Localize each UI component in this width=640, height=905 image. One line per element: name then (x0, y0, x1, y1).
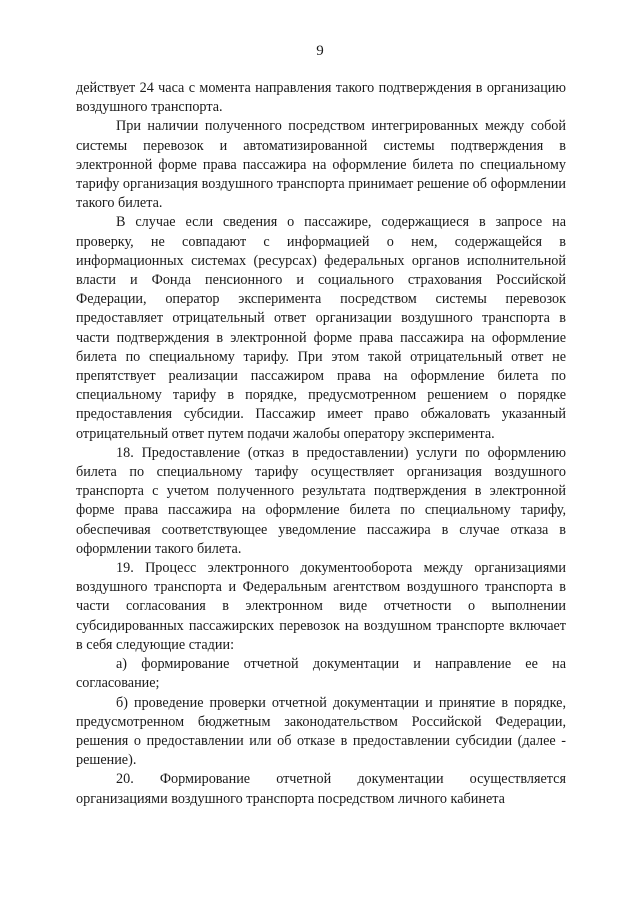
paragraph-item-19: 19. Процесс электронного документооборота между организациями воздушного транспорта и Федеральным агентством воздушного транспорта в части согласования в электронном виде отчетности о выполнении субсидированных пассажирских перевозок на воздушном транспорте включает в себя следующие стадии: (76, 560, 566, 653)
page-number: 9 (316, 43, 324, 59)
paragraph-subitem-a: а) формирование отчетной документации и направление ее на согласование; (76, 656, 566, 692)
paragraph-item-20: 20. Формирование отчетной документации осуществляется организациями воздушного транспорта посредством личного кабинета (76, 771, 566, 807)
paragraph-subitem-b: б) проведение проверки отчетной документации и принятие в порядке, предусмотренном бюджетным законодательством Российской Федерации, решения о предоставлении или об отказе в предоставлении субсидии (далее - решение). (76, 694, 566, 769)
paragraph-item-18: 18. Предоставление (отказ в предоставлении) услуги по оформлению билета по специальному тарифу осуществляет организация воздушного транспорта с учетом полученного результата подтверждения в электронной форме права пассажира на оформление билета по специальному тарифу, обеспечивая соответствующее уведомление пассажира в случае отказа в оформлении такого билета. (76, 444, 566, 557)
paragraph-integrated-systems: При наличии полученного посредством интегрированных между собой системы перевозок и автоматизированной системы подтверждения в электронной форме права пассажира на оформление билета по специальному тарифу организация воздушного транспорта принимает решение об оформлении такого билета. (76, 118, 566, 212)
document-body (76, 79, 566, 809)
paragraph-mismatch-case: В случае если сведения о пассажире, содержащиеся в запросе на проверку, не совпадают с информацией о нем, содержащейся в информационных системах (ресурсах) федеральных органов исполнительной власти и Фонда пенсионного и социального страхования Российской Федерации, оператор эксперимента посредством системы перевозок предоставляет отрицательный ответ организации воздушного транспорта в части подтверждения в электронной форме права пассажира на оформление билета по специальному тарифу. При этом такой отрицательный ответ не препятствует реализации пассажиром права на оформление билета по специальному тарифу в порядке, предусмотренном решением о порядке предоставления субсидии. Пассажир имеет право обжаловать указанный отрицательный ответ путем подачи жалобы оператору эксперимента. (76, 214, 566, 442)
paragraph-continuation: действует 24 часа с момента направления такого подтверждения в организацию воздушного транспорта. (76, 80, 566, 116)
